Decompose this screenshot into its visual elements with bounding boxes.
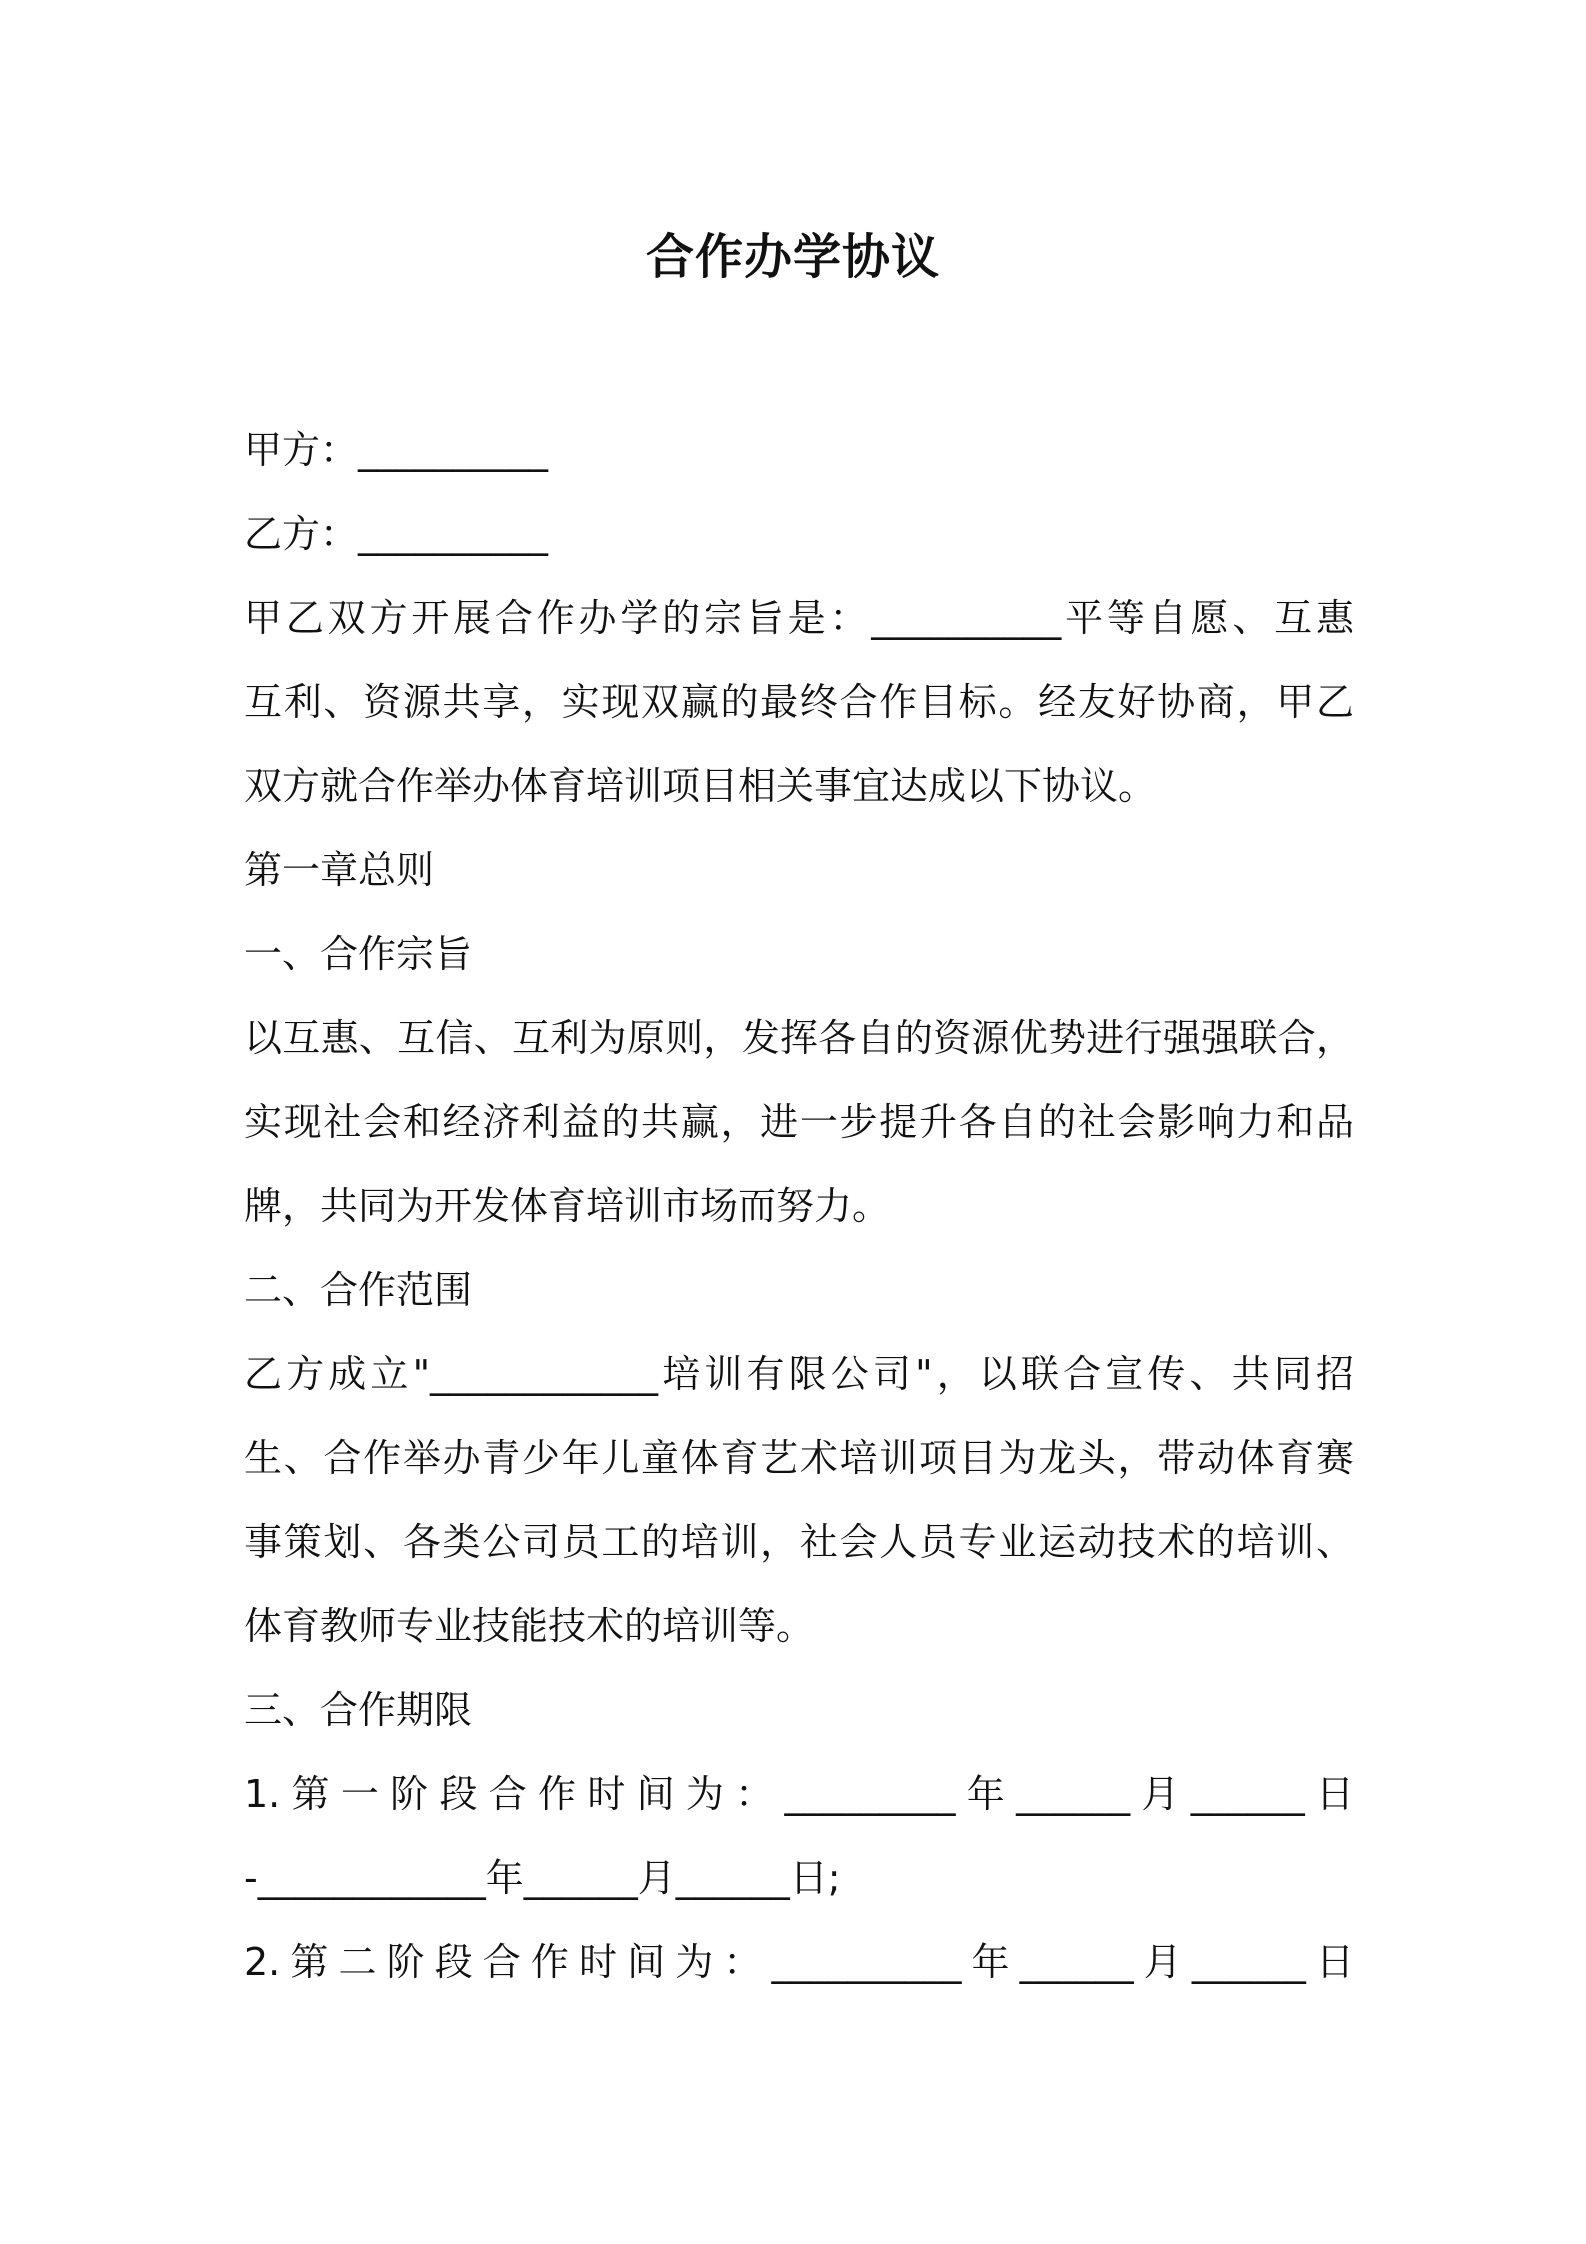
paragraph-line: 生、合作举办青少年儿童体育艺术培训项目为龙头，带动体育赛 [244, 1436, 1354, 1480]
paragraph-line: 实现社会和经济利益的共赢，进一步提升各自的社会影响力和品 [244, 1100, 1354, 1144]
section-heading: 一、合作宗旨 [244, 932, 473, 976]
paragraph-line: 事策划、各类公司员工的培训，社会人员专业运动技术的培训、 [244, 1520, 1354, 1564]
party-b-line: 乙方：__________ [244, 512, 549, 556]
paragraph-line: 双方就合作举办体育培训项目相关事宜达成以下协议。 [244, 764, 1157, 808]
date-line: -____________年______月______日; [244, 1856, 841, 1900]
date-line: 2.第二阶段合作时间为：__________年______月______日 [244, 1940, 1354, 1984]
paragraph-line: 甲乙双方开展合作办学的宗旨是：__________平等自愿、互惠 [244, 596, 1354, 640]
document-body [244, 408, 1354, 2004]
paragraph-line: 互利、资源共享，实现双赢的最终合作目标。经友好协商，甲乙 [244, 680, 1354, 724]
date-line: 1.第一阶段合作时间为：_________年______月______日 [244, 1772, 1354, 1816]
section-heading: 三、合作期限 [244, 1688, 473, 1732]
document-title: 合作办学协议 [645, 229, 940, 285]
paragraph-line: 牌，共同为开发体育培训市场而努力。 [244, 1184, 891, 1228]
section-heading: 二、合作范围 [244, 1268, 473, 1312]
chapter-heading: 第一章总则 [244, 848, 435, 892]
paragraph-line: 以互惠、互信、互利为原则，发挥各自的资源优势进行强强联合， [244, 1016, 1354, 1060]
paragraph-line: 乙方成立"____________培训有限公司"，以联合宣传、共同招 [244, 1352, 1354, 1396]
party-a-line: 甲方：__________ [244, 428, 549, 472]
paragraph-line: 体育教师专业技能技术的培训等。 [244, 1604, 815, 1648]
